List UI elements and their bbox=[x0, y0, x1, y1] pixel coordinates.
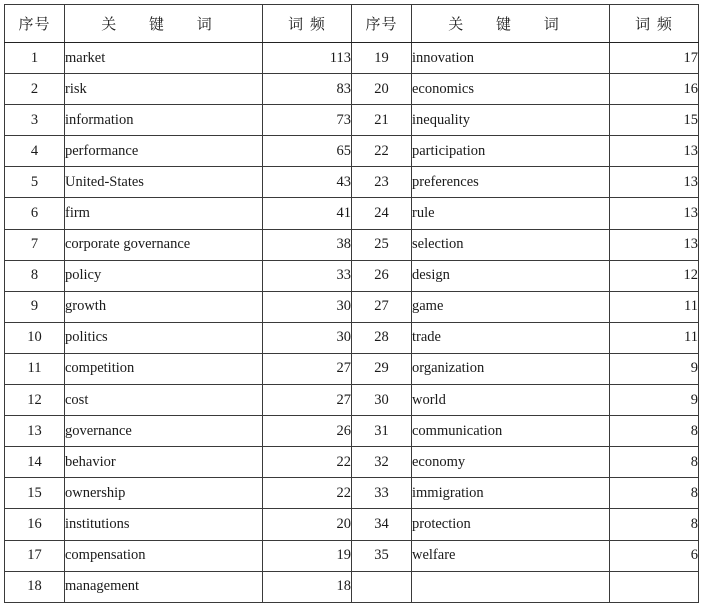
keyword-cell: communication bbox=[412, 416, 610, 447]
keyword-cell: risk bbox=[65, 74, 263, 105]
header-seq-left: 序号 bbox=[5, 5, 65, 43]
keyword-cell: world bbox=[412, 385, 610, 416]
freq-cell: 15 bbox=[610, 105, 699, 136]
seq-cell: 10 bbox=[5, 322, 65, 353]
freq-cell: 27 bbox=[263, 385, 352, 416]
keyword-cell: competition bbox=[65, 353, 263, 384]
keyword-cell: corporate governance bbox=[65, 229, 263, 260]
seq-cell: 32 bbox=[352, 447, 412, 478]
seq-cell: 16 bbox=[5, 509, 65, 540]
header-row bbox=[5, 5, 699, 43]
freq-cell: 19 bbox=[263, 540, 352, 571]
freq-cell: 38 bbox=[263, 229, 352, 260]
seq-cell: 22 bbox=[352, 136, 412, 167]
seq-cell: 4 bbox=[5, 136, 65, 167]
keyword-cell: management bbox=[65, 571, 263, 602]
table-row bbox=[5, 74, 699, 105]
seq-cell: 28 bbox=[352, 322, 412, 353]
keyword-cell: economics bbox=[412, 74, 610, 105]
freq-cell: 16 bbox=[610, 74, 699, 105]
keyword-cell: immigration bbox=[412, 478, 610, 509]
keyword-cell: protection bbox=[412, 509, 610, 540]
seq-cell: 34 bbox=[352, 509, 412, 540]
keyword-cell: cost bbox=[65, 385, 263, 416]
table-row bbox=[5, 478, 699, 509]
keyword-cell: inequality bbox=[412, 105, 610, 136]
freq-cell: 13 bbox=[610, 229, 699, 260]
seq-cell: 19 bbox=[352, 43, 412, 74]
table-row bbox=[5, 571, 699, 602]
seq-cell: 23 bbox=[352, 167, 412, 198]
seq-cell: 15 bbox=[5, 478, 65, 509]
seq-cell: 2 bbox=[5, 74, 65, 105]
keyword-cell: institutions bbox=[65, 509, 263, 540]
keyword-cell: United-States bbox=[65, 167, 263, 198]
freq-cell: 26 bbox=[263, 416, 352, 447]
freq-cell: 13 bbox=[610, 136, 699, 167]
header-seq-right: 序号 bbox=[352, 5, 412, 43]
freq-cell: 13 bbox=[610, 167, 699, 198]
freq-cell: 73 bbox=[263, 105, 352, 136]
keyword-cell: participation bbox=[412, 136, 610, 167]
table-row bbox=[5, 167, 699, 198]
seq-cell: 3 bbox=[5, 105, 65, 136]
header-freq-left: 词 频 bbox=[263, 5, 352, 43]
table-row bbox=[5, 43, 699, 74]
seq-cell: 35 bbox=[352, 540, 412, 571]
table-row bbox=[5, 105, 699, 136]
seq-cell: 11 bbox=[5, 353, 65, 384]
freq-cell: 17 bbox=[610, 43, 699, 74]
seq-cell: 33 bbox=[352, 478, 412, 509]
table-row bbox=[5, 322, 699, 353]
keyword-cell: firm bbox=[65, 198, 263, 229]
freq-cell: 65 bbox=[263, 136, 352, 167]
keyword-cell bbox=[412, 571, 610, 602]
table-row bbox=[5, 385, 699, 416]
header-keyword-right: 关 键 词 bbox=[412, 5, 610, 43]
seq-cell: 8 bbox=[5, 260, 65, 291]
freq-cell: 11 bbox=[610, 322, 699, 353]
keyword-cell: policy bbox=[65, 260, 263, 291]
seq-cell: 13 bbox=[5, 416, 65, 447]
seq-cell: 30 bbox=[352, 385, 412, 416]
freq-cell: 43 bbox=[263, 167, 352, 198]
keyword-cell: information bbox=[65, 105, 263, 136]
keyword-cell: preferences bbox=[412, 167, 610, 198]
seq-cell: 5 bbox=[5, 167, 65, 198]
seq-cell: 7 bbox=[5, 229, 65, 260]
seq-cell bbox=[352, 571, 412, 602]
keyword-cell: welfare bbox=[412, 540, 610, 571]
freq-cell: 11 bbox=[610, 291, 699, 322]
freq-cell: 22 bbox=[263, 478, 352, 509]
freq-cell: 27 bbox=[263, 353, 352, 384]
keyword-cell: economy bbox=[412, 447, 610, 478]
keyword-cell: selection bbox=[412, 229, 610, 260]
table-row bbox=[5, 291, 699, 322]
seq-cell: 12 bbox=[5, 385, 65, 416]
table-row bbox=[5, 540, 699, 571]
header-freq-right: 词 频 bbox=[610, 5, 699, 43]
table-row bbox=[5, 198, 699, 229]
keyword-cell: game bbox=[412, 291, 610, 322]
freq-cell: 83 bbox=[263, 74, 352, 105]
seq-cell: 26 bbox=[352, 260, 412, 291]
table-row bbox=[5, 509, 699, 540]
keyword-cell: organization bbox=[412, 353, 610, 384]
keyword-cell: performance bbox=[65, 136, 263, 167]
seq-cell: 25 bbox=[352, 229, 412, 260]
freq-cell: 6 bbox=[610, 540, 699, 571]
seq-cell: 21 bbox=[352, 105, 412, 136]
table-body bbox=[5, 43, 699, 603]
freq-cell: 22 bbox=[263, 447, 352, 478]
freq-cell: 8 bbox=[610, 478, 699, 509]
freq-cell: 8 bbox=[610, 447, 699, 478]
freq-cell: 8 bbox=[610, 509, 699, 540]
freq-cell: 9 bbox=[610, 353, 699, 384]
keyword-cell: compensation bbox=[65, 540, 263, 571]
keyword-frequency-table-container bbox=[4, 4, 698, 603]
seq-cell: 18 bbox=[5, 571, 65, 602]
freq-cell: 12 bbox=[610, 260, 699, 291]
seq-cell: 27 bbox=[352, 291, 412, 322]
seq-cell: 1 bbox=[5, 43, 65, 74]
freq-cell: 8 bbox=[610, 416, 699, 447]
table-row bbox=[5, 229, 699, 260]
seq-cell: 17 bbox=[5, 540, 65, 571]
keyword-cell: ownership bbox=[65, 478, 263, 509]
seq-cell: 14 bbox=[5, 447, 65, 478]
freq-cell: 18 bbox=[263, 571, 352, 602]
table-row bbox=[5, 353, 699, 384]
table-row bbox=[5, 416, 699, 447]
seq-cell: 24 bbox=[352, 198, 412, 229]
seq-cell: 31 bbox=[352, 416, 412, 447]
keyword-cell: behavior bbox=[65, 447, 263, 478]
seq-cell: 20 bbox=[352, 74, 412, 105]
freq-cell bbox=[610, 571, 699, 602]
freq-cell: 13 bbox=[610, 198, 699, 229]
freq-cell: 20 bbox=[263, 509, 352, 540]
seq-cell: 9 bbox=[5, 291, 65, 322]
seq-cell: 29 bbox=[352, 353, 412, 384]
freq-cell: 9 bbox=[610, 385, 699, 416]
keyword-cell: politics bbox=[65, 322, 263, 353]
seq-cell: 6 bbox=[5, 198, 65, 229]
keyword-cell: design bbox=[412, 260, 610, 291]
table-row bbox=[5, 447, 699, 478]
keyword-cell: rule bbox=[412, 198, 610, 229]
keyword-cell: market bbox=[65, 43, 263, 74]
keyword-frequency-table bbox=[4, 4, 699, 603]
keyword-cell: innovation bbox=[412, 43, 610, 74]
freq-cell: 41 bbox=[263, 198, 352, 229]
freq-cell: 33 bbox=[263, 260, 352, 291]
keyword-cell: growth bbox=[65, 291, 263, 322]
freq-cell: 30 bbox=[263, 322, 352, 353]
keyword-cell: trade bbox=[412, 322, 610, 353]
keyword-cell: governance bbox=[65, 416, 263, 447]
header-keyword-left: 关 键 词 bbox=[65, 5, 263, 43]
freq-cell: 113 bbox=[263, 43, 352, 74]
table-row bbox=[5, 260, 699, 291]
table-row bbox=[5, 136, 699, 167]
freq-cell: 30 bbox=[263, 291, 352, 322]
